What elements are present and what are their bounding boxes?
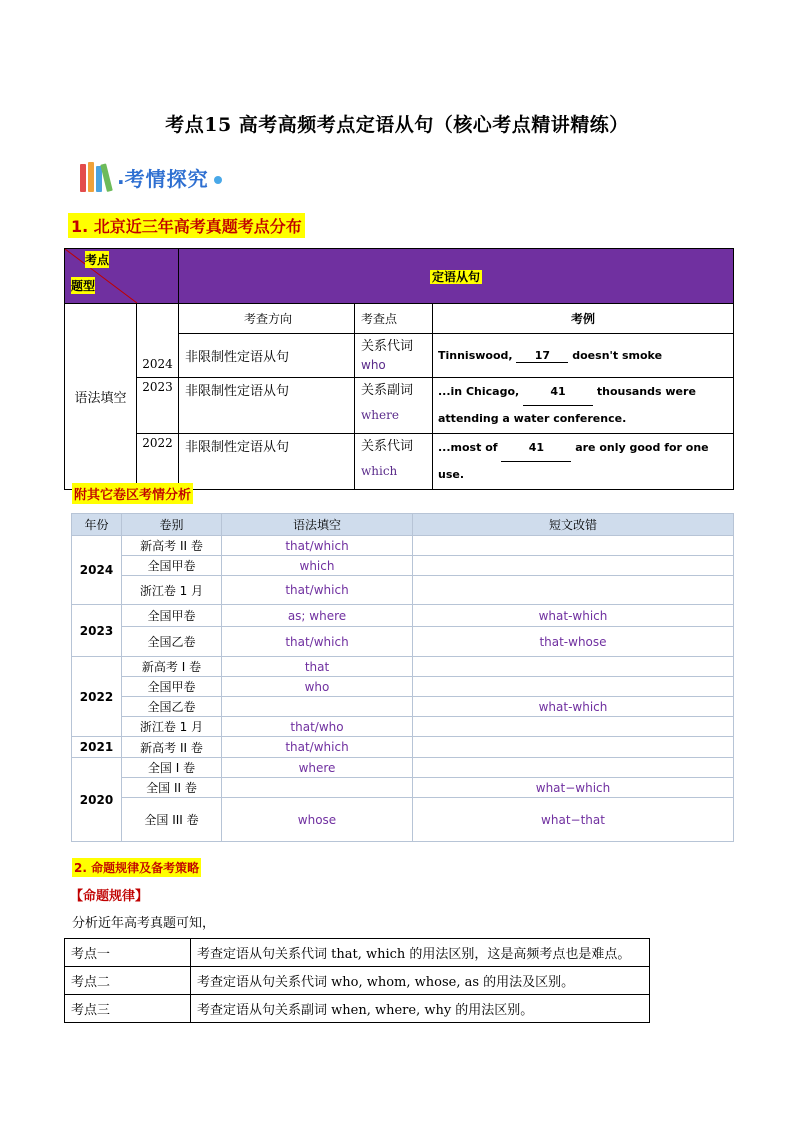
paper-cell: 全国 II 卷	[122, 778, 222, 798]
year-cell: 2023	[137, 378, 179, 434]
section2-heading: 附其它卷区考情分析	[72, 483, 193, 504]
rule-label: 考点二	[65, 967, 191, 995]
table-row	[65, 967, 650, 995]
paper-cell: 全国乙卷	[122, 697, 222, 717]
paper-cell: 新高考 II 卷	[122, 737, 222, 758]
year-cell: 2022	[72, 657, 122, 737]
fix-cell	[413, 576, 734, 605]
table-row	[72, 798, 734, 842]
fix-cell: what-which	[413, 697, 734, 717]
table-row	[65, 995, 650, 1023]
year-cell: 2021	[72, 737, 122, 758]
table-row	[72, 778, 734, 798]
header-fill: 语法填空	[222, 514, 413, 536]
table-row	[72, 605, 734, 627]
paper-cell: 全国 I 卷	[122, 758, 222, 778]
col-direction-header: 考查方向	[179, 304, 355, 334]
fix-cell	[413, 536, 734, 556]
rule-label: 考点三	[65, 995, 191, 1023]
col-example-header: 考例	[433, 304, 734, 334]
rule-label: 考点一	[65, 939, 191, 967]
topic-label: 定语从句	[431, 269, 480, 284]
year-cell: 2023	[72, 605, 122, 657]
table-row	[72, 556, 734, 576]
corner-bottom-label: 题型	[71, 279, 96, 293]
section1-heading: 1. 北京近三年高考真题考点分布	[68, 213, 305, 238]
direction-cell: 非限制性定语从句	[179, 434, 355, 490]
rule-text: 考查定语从句关系副词 when, where, why 的用法区别。	[191, 995, 650, 1023]
fill-cell: whose	[222, 798, 413, 842]
fill-cell: who	[222, 677, 413, 697]
point-cell: 关系代词 which	[355, 434, 433, 490]
header-year: 年份	[72, 514, 122, 536]
fill-cell	[222, 778, 413, 798]
fill-cell: as; where	[222, 605, 413, 627]
fix-cell	[413, 717, 734, 737]
direction-cell: 非限制性定语从句	[179, 378, 355, 434]
fill-cell: where	[222, 758, 413, 778]
table-row	[72, 758, 734, 778]
rule-text: 考查定语从句关系代词 who, whom, whose, as 的用法及区别。	[191, 967, 650, 995]
corner-top-label: 考点	[85, 253, 110, 267]
paper-cell: 新高考 II 卷	[122, 536, 222, 556]
example-cell: ...in Chicago, 41 thousands were attending a water conference.	[433, 378, 734, 434]
fix-cell: what−that	[413, 798, 734, 842]
category-cell: 语法填空	[65, 304, 137, 490]
section-logo: . 考情探究	[80, 160, 222, 194]
example-cell: Tinniswood, 17 doesn't smoke	[433, 334, 734, 378]
paper-cell: 全国甲卷	[122, 605, 222, 627]
fix-cell: what-which	[413, 605, 734, 627]
fix-cell	[413, 556, 734, 576]
table-row	[72, 536, 734, 556]
paper-cell: 全国甲卷	[122, 556, 222, 576]
fill-cell: that/which	[222, 536, 413, 556]
books-icon	[80, 162, 113, 192]
table-row	[65, 939, 650, 967]
year-cell: 2022	[137, 434, 179, 490]
logo-text: 考情探究	[124, 166, 209, 191]
paper-cell: 浙江卷 1 月	[122, 576, 222, 605]
fill-cell: that	[222, 657, 413, 677]
table-row	[72, 657, 734, 677]
table-row	[72, 627, 734, 657]
fill-cell: that/which	[222, 576, 413, 605]
point-cell: 关系副词 where	[355, 378, 433, 434]
subheading: 【命题规律】	[70, 889, 149, 904]
page-title: 考点15 高考高频考点定语从句（核心考点精讲精练）	[165, 114, 629, 136]
fill-cell: which	[222, 556, 413, 576]
corner-cell	[65, 249, 179, 304]
paper-cell: 全国乙卷	[122, 627, 222, 657]
year-cell: 2020	[72, 758, 122, 842]
section3-heading: 2. 命题规律及备考策略	[72, 858, 201, 877]
paper-cell: 全国 III 卷	[122, 798, 222, 842]
intro-text: 分析近年高考真题可知，	[72, 916, 216, 931]
paper-cell: 全国甲卷	[122, 677, 222, 697]
rules-table	[64, 938, 650, 1023]
fill-cell: that/who	[222, 717, 413, 737]
fill-cell: that/which	[222, 627, 413, 657]
fix-cell	[413, 758, 734, 778]
year-cell: 2024	[72, 536, 122, 605]
fix-cell	[413, 657, 734, 677]
example-cell: ...most of 41 are only good for one use.	[433, 434, 734, 490]
paper-cell: 浙江卷 1 月	[122, 717, 222, 737]
fill-cell	[222, 697, 413, 717]
table-row	[72, 697, 734, 717]
fix-cell: what−which	[413, 778, 734, 798]
fix-cell	[413, 677, 734, 697]
table-row	[72, 737, 734, 758]
table-body	[72, 536, 734, 842]
fix-cell: that-whose	[413, 627, 734, 657]
point-cell: 关系代词 who	[355, 334, 433, 378]
rule-text: 考查定语从句关系代词 that, which 的用法区别，这是高频考点也是难点。	[191, 939, 650, 967]
logo-dot	[214, 176, 222, 184]
header-paper: 卷别	[122, 514, 222, 536]
header-fix: 短文改错	[413, 514, 734, 536]
beijing-exam-table	[64, 248, 734, 490]
table-row	[72, 576, 734, 605]
table-row	[72, 717, 734, 737]
direction-cell: 非限制性定语从句	[179, 334, 355, 378]
table-row	[72, 677, 734, 697]
col-point-header: 考查点	[355, 304, 433, 334]
fill-cell: that/which	[222, 737, 413, 758]
year-cell: 2024	[137, 304, 179, 378]
paper-cell: 新高考 I 卷	[122, 657, 222, 677]
fix-cell	[413, 737, 734, 758]
other-papers-table	[71, 513, 734, 842]
